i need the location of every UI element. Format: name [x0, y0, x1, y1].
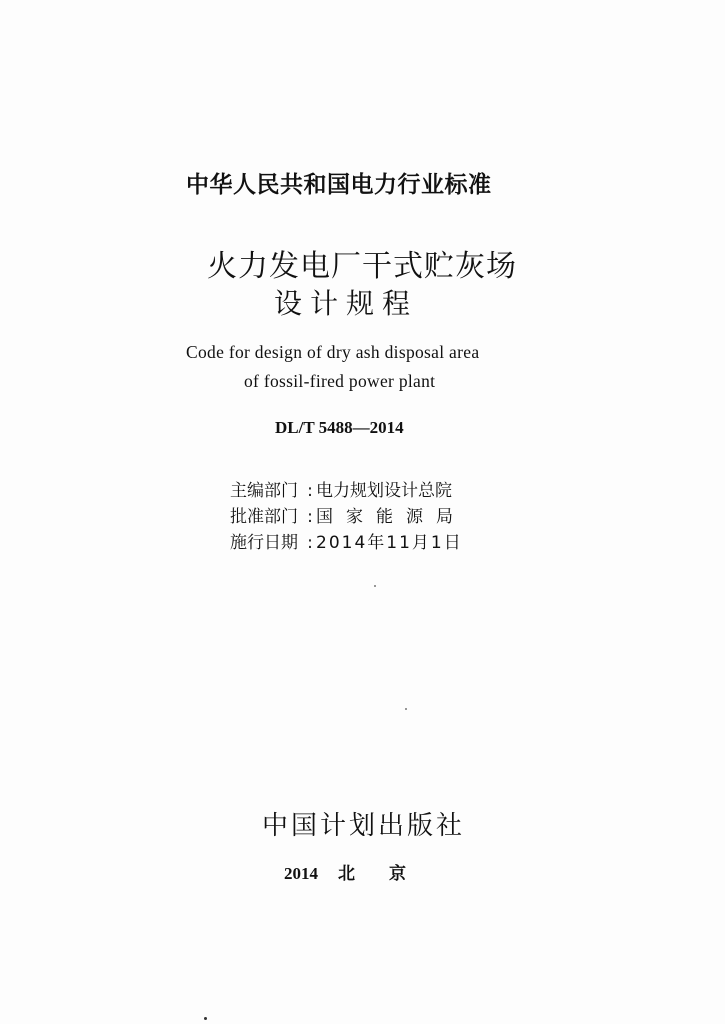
standard-number: DL/T 5488—2014: [275, 418, 404, 437]
chinese-title-line-2: 设计规程: [274, 287, 419, 320]
publication-city: 北京: [338, 864, 440, 884]
scan-speck: [204, 1017, 207, 1020]
effective-date-label: 施行日期: [230, 533, 298, 553]
chief-editor-value: 电力规划设计总院: [316, 481, 452, 501]
scan-speck: [405, 708, 407, 710]
document-metadata-list: [230, 478, 466, 556]
english-title-line-1: Code for design of dry ash disposal area: [186, 342, 480, 362]
publication-year: 2014: [284, 864, 318, 883]
effective-date-separator: :: [307, 533, 313, 553]
english-title-line-2: of fossil-fired power plant: [244, 371, 436, 391]
publisher-name: 中国计划出版社: [262, 811, 466, 841]
effective-date-value: 2014年11月1日: [316, 533, 463, 553]
chinese-title-line-1: 火力发电厂干式贮灰场: [207, 249, 517, 284]
approval-department-separator: :: [307, 507, 313, 527]
publication-line: [284, 859, 440, 884]
chief-editor-label: 主编部门: [230, 481, 298, 501]
approval-department-value: 国家能源局: [316, 507, 466, 527]
chief-editor-row: [230, 478, 466, 504]
approval-department-label: 批准部门: [230, 507, 298, 527]
scan-speck: [374, 585, 376, 587]
chief-editor-separator: :: [307, 481, 313, 501]
approval-department-row: [230, 504, 466, 530]
standard-category-heading: 中华人民共和国电力行业标准: [186, 172, 492, 198]
effective-date-row: [230, 530, 466, 556]
